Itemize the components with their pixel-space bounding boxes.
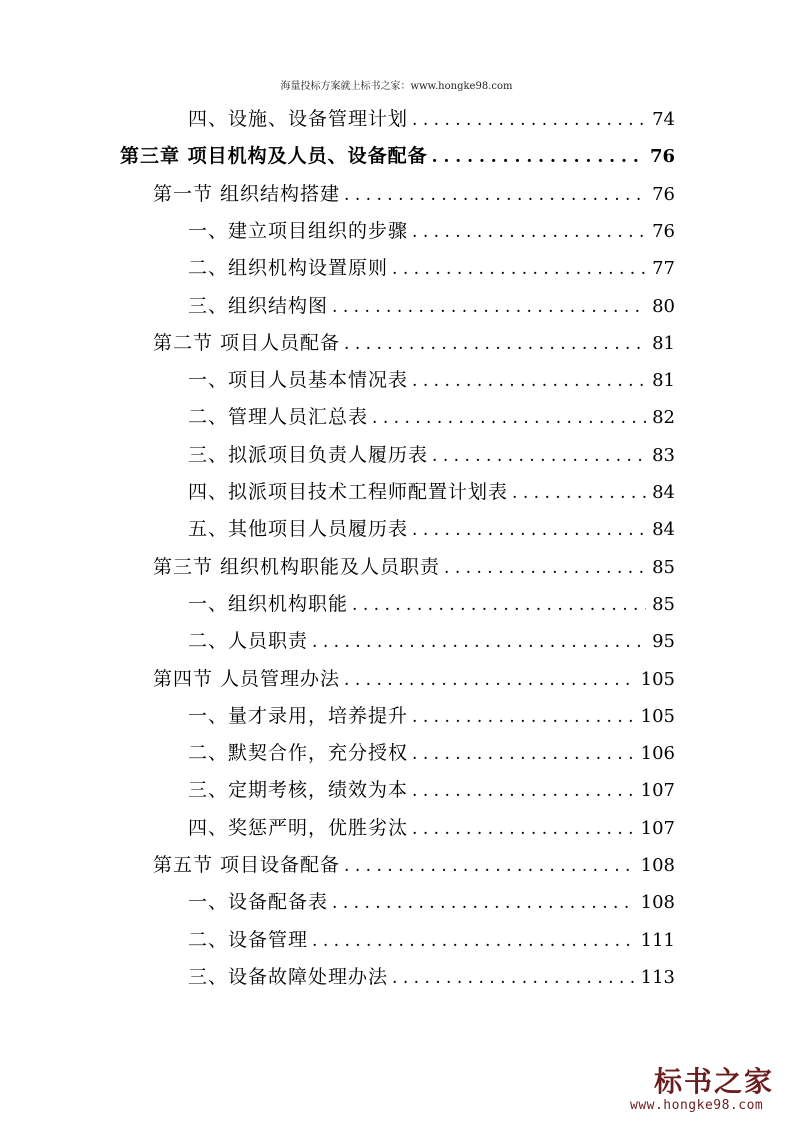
toc-dot-leader xyxy=(392,252,646,286)
toc-entry-title: 四、拟派项目技术工程师配置计划表 xyxy=(188,481,509,503)
toc-dot-leader xyxy=(412,700,635,734)
toc-dot-leader xyxy=(412,215,646,249)
toc-dot-leader xyxy=(412,513,646,547)
toc-dot-leader xyxy=(392,961,635,995)
toc-entry-section[interactable] xyxy=(153,550,675,584)
toc-entry-title: 五、其他项目人员履历表 xyxy=(188,518,409,541)
toc-entry-title: 第一节 组织结构搭建 xyxy=(153,182,341,205)
toc-entry-page-number: 105 xyxy=(640,705,675,727)
toc-entry-item[interactable] xyxy=(188,251,675,285)
toc-entry-title: 二、人员职责 xyxy=(188,630,309,653)
toc-dot-leader xyxy=(412,774,635,808)
toc-dot-leader xyxy=(344,663,635,697)
toc-entry-page-number: 108 xyxy=(640,855,675,876)
toc-entry-item[interactable] xyxy=(188,438,675,472)
toc-entry-section[interactable] xyxy=(153,662,675,696)
toc-entry-page-number: 111 xyxy=(640,929,675,951)
toc-dot-leader xyxy=(344,178,646,212)
toc-entry-page-number: 77 xyxy=(652,258,675,280)
toc-entry-item[interactable] xyxy=(188,736,675,770)
toc-dot-leader xyxy=(512,476,646,510)
toc-entry-page-number: 106 xyxy=(640,743,675,765)
toc-entry-page-number: 74 xyxy=(652,109,675,130)
toc-dot-leader xyxy=(412,364,646,398)
toc-entry-section[interactable] xyxy=(153,326,675,360)
toc-entry-item[interactable] xyxy=(188,885,675,919)
toc-entry-title: 一、组织机构职能 xyxy=(188,592,349,615)
toc-dot-leader xyxy=(312,625,646,659)
toc-entry-title: 二、管理人员汇总表 xyxy=(188,406,369,429)
toc-entry-item[interactable] xyxy=(188,102,675,136)
toc-entry-title: 三、设备故障处理办法 xyxy=(188,965,389,988)
toc-dot-leader xyxy=(372,401,646,435)
toc-entry-title: 三、组织结构图 xyxy=(188,294,329,317)
toc-entry-page-number: 113 xyxy=(640,966,675,988)
toc-entry-item[interactable] xyxy=(188,363,675,397)
toc-entry-item[interactable] xyxy=(188,587,675,621)
toc-entry-item[interactable] xyxy=(188,400,675,434)
toc-entry-title: 第四节 人员管理办法 xyxy=(153,667,341,690)
toc-entry-item[interactable] xyxy=(188,512,675,546)
toc-entry-title: 三、拟派项目负责人履历表 xyxy=(188,443,429,466)
toc-entry-item[interactable] xyxy=(188,699,675,733)
toc-entry-page-number: 84 xyxy=(652,519,675,541)
toc-entry-page-number: 85 xyxy=(652,556,675,578)
logo-title: 标书之家 xyxy=(654,1065,775,1098)
toc-entry-page-number: 81 xyxy=(652,370,675,392)
toc-entry-title: 第二节 项目人员配备 xyxy=(153,331,341,354)
toc-entry-title: 四、设施、设备管理计划 xyxy=(188,108,409,130)
toc-entry-page-number: 76 xyxy=(652,220,675,242)
toc-entry-item[interactable] xyxy=(188,289,675,323)
logo-url: www.hongke98.com xyxy=(630,1098,764,1113)
toc-entry-page-number: 105 xyxy=(640,668,675,690)
toc-entry-item[interactable] xyxy=(188,624,675,658)
toc-entry-item[interactable] xyxy=(188,811,675,845)
toc-entry-title: 一、项目人员基本情况表 xyxy=(188,369,409,392)
toc-entry-title: 第三章 项目机构及人员、设备配备 xyxy=(120,145,428,168)
toc-entry-item[interactable] xyxy=(188,214,675,248)
toc-entry-page-number: 83 xyxy=(652,444,675,466)
toc-dot-leader xyxy=(332,886,635,920)
toc-entry-page-number: 108 xyxy=(640,892,675,914)
toc-entry-page-number: 85 xyxy=(652,593,675,615)
toc-entry-item[interactable] xyxy=(188,773,675,807)
toc-entry-title: 一、量才录用，培养提升 xyxy=(188,704,409,727)
toc-dot-leader xyxy=(432,140,644,174)
toc-entry-title: 二、设备管理 xyxy=(188,928,309,951)
toc-dot-leader xyxy=(344,849,635,883)
toc-entry-title: 二、组织机构设置原则 xyxy=(188,257,389,280)
toc-dot-leader xyxy=(432,439,646,473)
toc-entry-title: 第三节 组织机构职能及人员职责 xyxy=(153,555,441,578)
toc-dot-leader xyxy=(444,551,646,585)
toc-dot-leader xyxy=(312,924,635,958)
toc-entry-page-number: 80 xyxy=(652,295,675,317)
toc-entry-title: 第五节 项目设备配备 xyxy=(153,854,341,876)
toc-entry-page-number: 95 xyxy=(652,631,675,653)
toc-dot-leader xyxy=(352,588,646,622)
toc-dot-leader xyxy=(412,812,635,846)
toc-entry-page-number: 107 xyxy=(640,817,675,839)
watermark-logo xyxy=(630,1060,780,1116)
toc-dot-leader xyxy=(344,327,646,361)
toc-dot-leader xyxy=(412,103,646,137)
toc-entry-item[interactable] xyxy=(188,475,675,509)
toc-dot-leader xyxy=(412,737,635,771)
page-header: 海量投标方案就上标书之家：www.hongke98.com xyxy=(280,81,513,92)
toc-dot-leader xyxy=(332,290,646,324)
toc-entry-page-number: 82 xyxy=(652,407,675,429)
toc-entry-page-number: 76 xyxy=(649,146,675,168)
toc-entry-chapter[interactable] xyxy=(120,139,675,173)
toc-entry-section[interactable] xyxy=(153,848,675,882)
toc-entry-item[interactable] xyxy=(188,923,675,957)
toc-entry-title: 一、建立项目组织的步骤 xyxy=(188,219,409,242)
toc-entry-page-number: 81 xyxy=(652,332,675,354)
toc-entry-section[interactable] xyxy=(153,177,675,211)
toc-entry-title: 四、奖惩严明，优胜劣汰 xyxy=(188,816,409,839)
toc-entry-title: 二、默契合作，充分授权 xyxy=(188,742,409,765)
toc-entry-item[interactable] xyxy=(188,960,675,994)
toc-entry-page-number: 107 xyxy=(640,780,675,802)
toc-entry-page-number: 76 xyxy=(652,183,675,205)
toc-entry-title: 一、设备配备表 xyxy=(188,891,329,914)
toc-entry-page-number: 84 xyxy=(652,482,675,503)
toc-entry-title: 三、定期考核，绩效为本 xyxy=(188,779,409,802)
